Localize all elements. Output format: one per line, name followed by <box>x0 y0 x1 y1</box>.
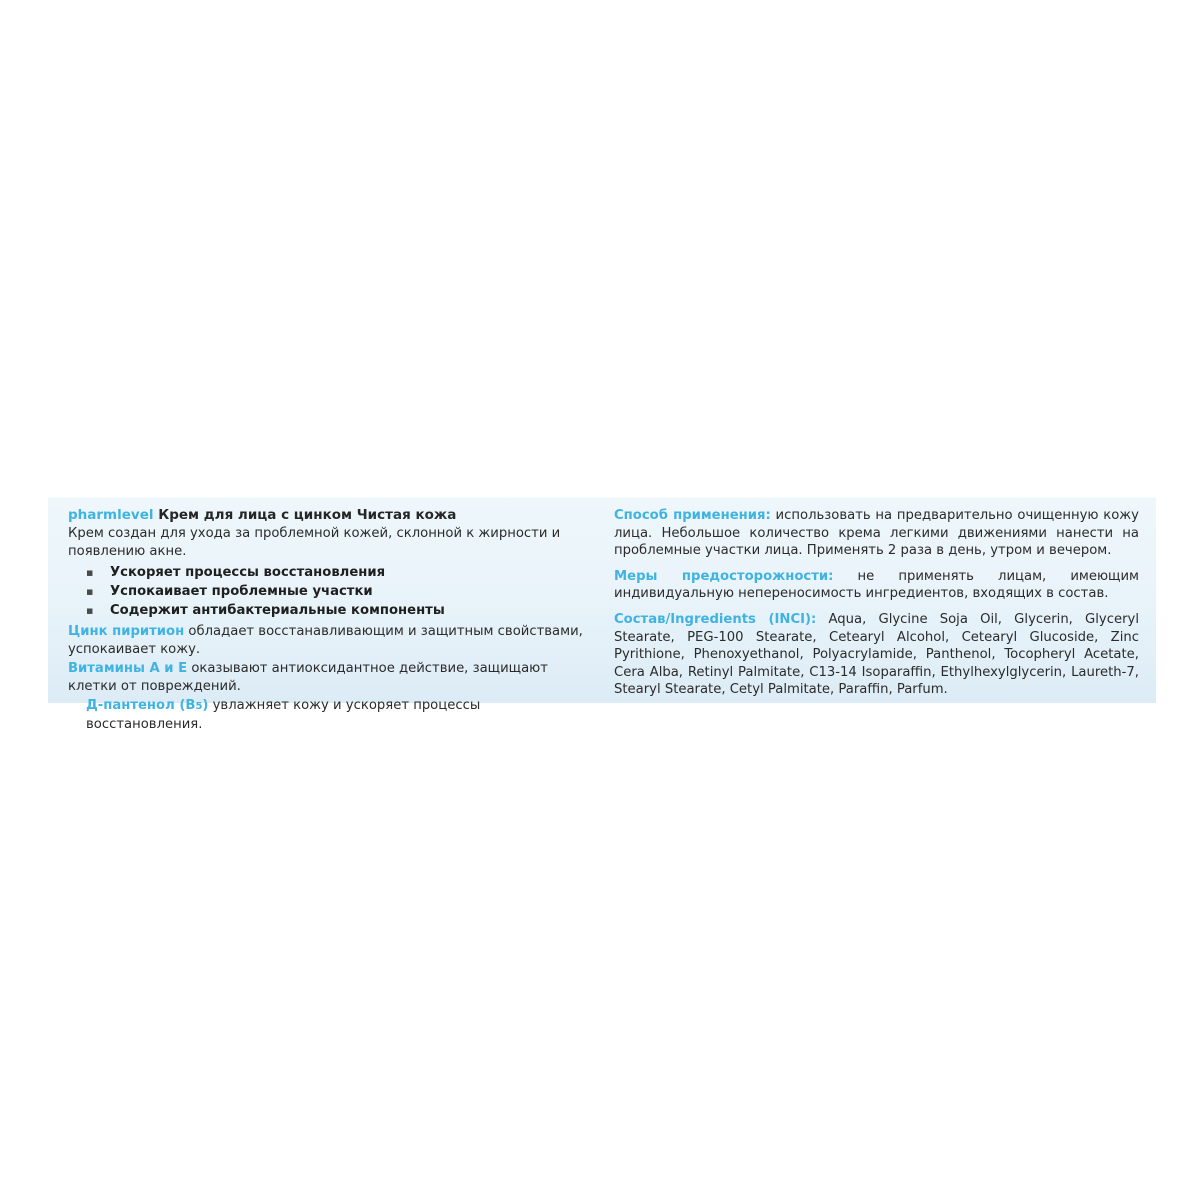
list-item-label: Успокаивает проблемные участки <box>110 584 373 599</box>
label-left-column <box>68 507 590 735</box>
ingredient-text-panthenol: увлажняет кожу и ускоряет процессы восстановления. <box>86 698 481 732</box>
precautions-heading: Меры предосторожности: <box>614 568 834 584</box>
list-item-label: Содержит антибактериальные компоненты <box>110 603 445 618</box>
ingredient-name-panthenol-tail: ) <box>202 698 209 713</box>
ingredient-text-vitamins: оказывают антиоксидантное действие, защищают клетки от повреждений. <box>68 661 548 694</box>
ingredient-name-vitamins: Витамины А и Е <box>68 661 188 676</box>
list-item-label: Ускоряет процессы восстановления <box>110 565 386 580</box>
bullet-marker-icon: ▪ <box>86 604 94 617</box>
product-title-line <box>68 507 590 524</box>
ingredient-text-zinc: обладает восстанавливающим и защитным свойствами, успокаивает кожу. <box>68 624 583 657</box>
list-item <box>68 563 590 582</box>
composition-block <box>614 611 1139 699</box>
benefit-bullet-list <box>68 563 590 620</box>
ingredient-name-panthenol-subscript: 5 <box>195 701 203 712</box>
bullet-marker-icon: ▪ <box>86 566 94 579</box>
list-item <box>68 582 590 601</box>
ingredient-benefit-vitamins <box>68 660 590 695</box>
intro-paragraph: Крем создан для ухода за проблемной кожей, склонной к жирности и появлению акне. <box>68 526 561 559</box>
usage-heading: Способ применения: <box>614 508 771 523</box>
usage-text: использовать на предварительно очищенную кожу лица. Небольшое количество крема легкими движениями нанести на проблемные участки лица. Применять 2 раза в день, утром и вечером. <box>614 508 1139 559</box>
ingredient-benefit-zinc <box>68 623 590 658</box>
ingredient-benefit-panthenol <box>68 697 590 733</box>
composition-text: Aqua, Glycine Soja Oil, Glycerin, Glyceryl Stearate, PEG-100 Stearate, Cetearyl Alcohol, Cetearyl Glucoside, Zinc Pyrithione, Phenoxyethanol, Polyacrylamide, Panthenol, Tocopheryl Acetate, Cera Alba, Retinyl Palmitate, C13-14 Isoparaffin, Ethylhexylglycerin, Laureth-7, Stearyl Stearate, Cetyl Palmitate, Paraffin, Parfum. <box>614 611 1139 698</box>
product-name: Крем для лица с цинком Чистая кожа <box>158 507 457 523</box>
composition-heading: Состав/Ingredients (INCI): <box>614 611 817 627</box>
ingredient-name-panthenol: Д-пантенол (В <box>86 698 196 713</box>
list-item <box>68 601 590 620</box>
precautions-block <box>614 568 1139 603</box>
label-right-column <box>614 507 1139 699</box>
bullet-marker-icon: ▪ <box>86 585 94 598</box>
ingredient-name-zinc: Цинк пиритион <box>68 624 185 639</box>
usage-block <box>614 507 1139 560</box>
package-label-panel <box>48 497 1156 732</box>
precautions-text: не применять лицам, имеющим индивидуальную непереносимость ингредиентов, входящих в состав. <box>614 568 1139 602</box>
brand-name: pharmlevel <box>68 507 154 523</box>
